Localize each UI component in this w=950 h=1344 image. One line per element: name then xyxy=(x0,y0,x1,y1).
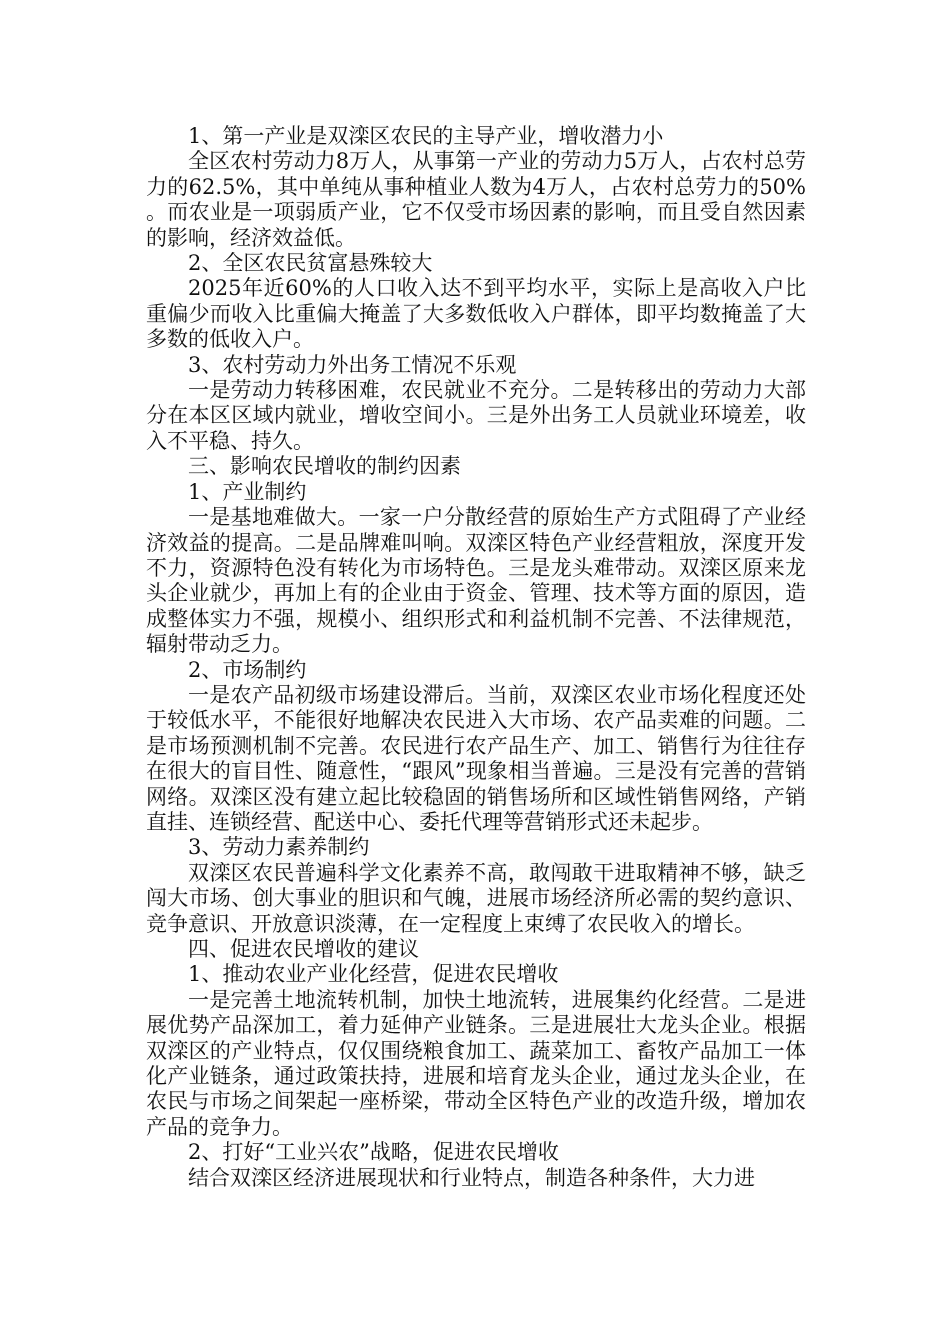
paragraph-labor-quality-constraint: 双滦区农民普遍科学文化素养不高，敢闯敢干进取精神不够，缺乏闯大市场、创大事业的胆识和气魄，进展市场经济所必需的契约意识、竞争意识、开放意识淡薄，在一定程度上束缚了农民收入的增长。 xyxy=(146,860,806,936)
heading-industry-constraint: 1、产业制约 xyxy=(188,479,307,504)
heading-migrant-work: 3、农村劳动力外出务工情况不乐观 xyxy=(188,352,517,377)
paragraph-industrialization: 一是完善土地流转机制，加快土地流转，进展集约化经营。二是进展优势产品深加工，着力延伸产业链条。三是进展壮大龙头企业。根据双滦区的产业特点，仅仅围绕粮食加工、蔬菜加工、畜牧产品加工一体化产业链条，通过政策扶持，进展和培育龙头企业，通过龙头企业，在农民与市场之间架起一座桥梁，带动全区特色产业的改造升级，增加农产品的竞争力。 xyxy=(146,987,806,1139)
heading-industrialization: 1、推动农业产业化经营，促进农民增收 xyxy=(188,962,559,987)
paragraph-income-distribution: 2025年近60%的人口收入达不到平均水平，实际上是高收入户比重偏少而收入比重偏大掩盖了大多数低收入户群体，即平均数掩盖了大多数的低收入户。 xyxy=(146,276,806,352)
document-body xyxy=(146,124,806,1191)
paragraph-labor-transfer: 一是劳动力转移困难，农民就业不充分。二是转移出的劳动力大部分在本区区域内就业，增收空间小。三是外出务工人员就业环境差，收入不平稳、持久。 xyxy=(146,378,806,453)
heading-labor-quality-constraint: 3、劳动力素养制约 xyxy=(188,835,370,860)
heading-market-constraint: 2、市场制约 xyxy=(188,657,307,682)
paragraph-market-constraint: 一是农产品初级市场建设滞后。当前，双滦区农业市场化程度还处于较低水平，不能很好地解决农民进入大市场、农产品卖难的问题。二是市场预测机制不完善。农民进行农产品生产、加工、销售行为往往存在很大的盲目性、随意性，“跟风”现象相当普遍。三是没有完善的营销网络。双滦区没有建立起比较稳固的销售场所和区域性销售网络，产销直挂、连锁经营、配送中心、委托代理等营销形式还未起步。 xyxy=(146,682,806,834)
paragraph-industry-agriculture: 结合双滦区经济进展现状和行业特点，制造各种条件，大力进 xyxy=(188,1165,755,1190)
paragraph-labor-force: 全区农村劳动力8万人，从事第一产业的劳动力5万人，占农村总劳力的62.5%，其中单纯从事种植业人数为4万人，占农村总劳力的50%。而农业是一项弱质产业，它不仅受市场因素的影响，而且受自然因素的影响，经济效益低。 xyxy=(146,149,806,250)
heading-wealth-gap: 2、全区农民贫富悬殊较大 xyxy=(188,251,433,276)
section-heading-suggestions: 四、促进农民增收的建议 xyxy=(188,937,419,961)
heading-industry-agriculture: 2、打好“工业兴农”战略，促进农民增收 xyxy=(188,1140,559,1165)
heading-primary-industry: 1、第一产业是双滦区农民的主导产业，增收潜力小 xyxy=(188,124,664,148)
section-heading-constraints: 三、影响农民增收的制约因素 xyxy=(188,454,461,479)
paragraph-industry-constraint: 一是基地难做大。一家一户分散经营的原始生产方式阻碍了产业经济效益的提高。二是品牌难叫响。双滦区特色产业经营粗放，深度开发不力，资源特色没有转化为市场特色。三是龙头难带动。双滦区原来龙头企业就少，再加上有的企业由于资金、管理、技术等方面的原因，造成整体实力不强，规模小、组织形式和利益机制不完善、不法律规范，辐射带动乏力。 xyxy=(146,505,806,657)
